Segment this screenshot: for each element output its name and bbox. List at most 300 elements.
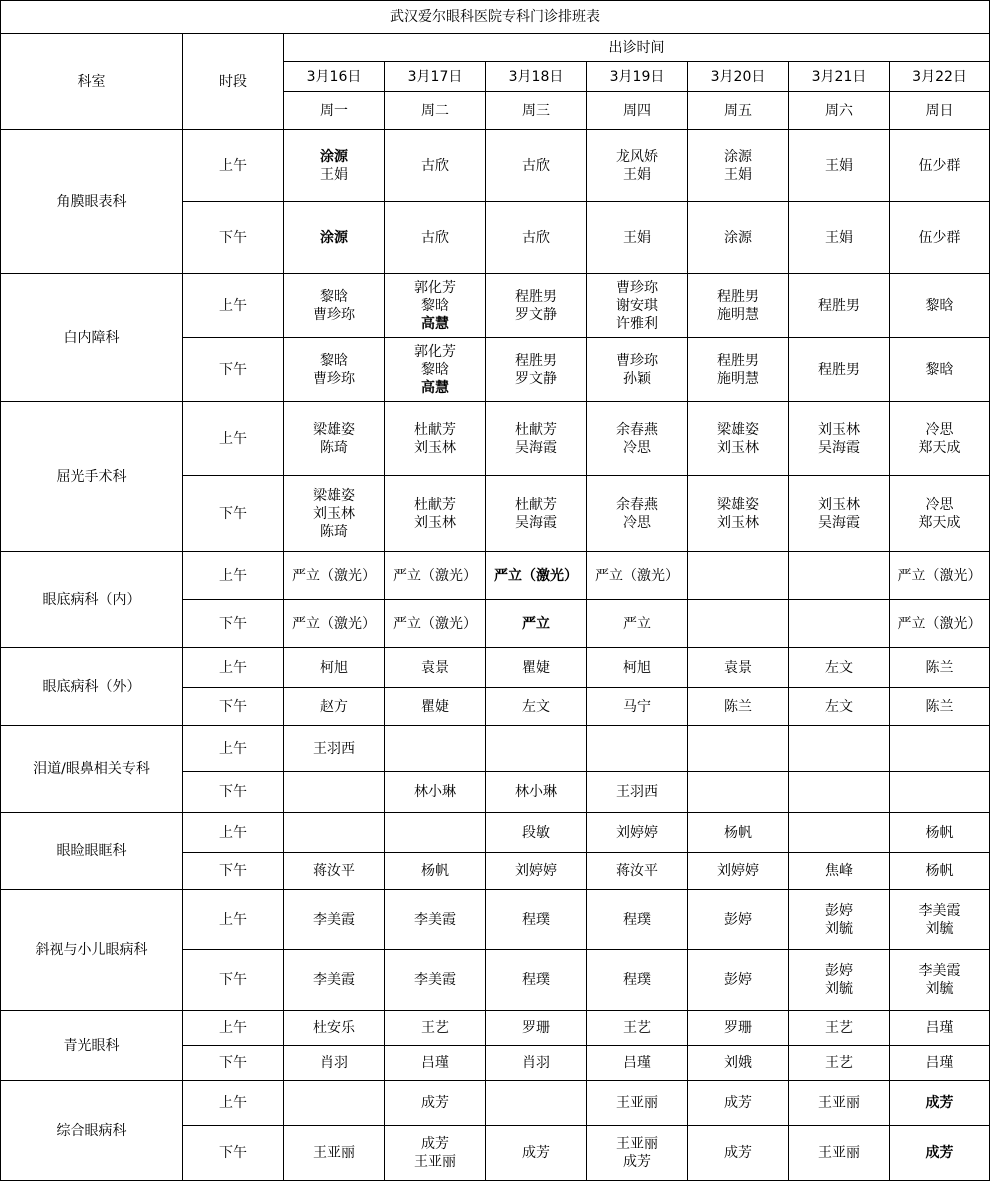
doctor-cell xyxy=(385,890,486,950)
doctor-name: 王娟 xyxy=(320,166,348,183)
doctor-cell xyxy=(486,890,587,950)
doctor-name: 曹珍珎 xyxy=(616,279,658,296)
period-label: 下午 xyxy=(183,600,284,648)
doctor-name: 彭婷 xyxy=(825,902,853,919)
weekday-header: 周五 xyxy=(688,92,789,130)
doctor-name: 程胜男 xyxy=(717,288,759,305)
doctor-cell xyxy=(486,1011,587,1046)
doctor-name: 左文 xyxy=(522,698,550,715)
period-label: 下午 xyxy=(183,950,284,1011)
doctor-name: 肖羽 xyxy=(320,1055,348,1071)
doctor-name: 赵方 xyxy=(320,698,348,715)
doctor-cell xyxy=(385,338,486,402)
doctor-name: 罗文静 xyxy=(515,306,557,323)
doctor-cell xyxy=(385,476,486,552)
doctor-name: 程胜男 xyxy=(515,352,557,369)
doctor-cell xyxy=(789,402,890,476)
doctor-cell xyxy=(486,813,587,853)
doctor-cell xyxy=(789,1011,890,1046)
period-label: 下午 xyxy=(183,476,284,552)
weekday-header: 周二 xyxy=(385,92,486,130)
doctor-name: 瞿婕 xyxy=(522,659,550,676)
doctor-cell xyxy=(587,600,688,648)
doctor-cell xyxy=(587,402,688,476)
doctor-name: 陈兰 xyxy=(724,698,752,715)
period-label: 下午 xyxy=(183,853,284,890)
doctor-name: 古欣 xyxy=(522,157,550,174)
period-label: 上午 xyxy=(183,130,284,202)
doctor-name: 王艺 xyxy=(825,1020,853,1036)
doctor-name: 彭婷 xyxy=(724,972,752,988)
doctor-name: 彭婷 xyxy=(724,911,752,928)
doctor-cell xyxy=(688,950,789,1011)
period-label: 上午 xyxy=(183,1081,284,1126)
doctor-name: 黎晗 xyxy=(320,288,348,305)
doctor-cell xyxy=(284,890,385,950)
doctor-name: 伍少群 xyxy=(918,229,961,246)
doctor-cell xyxy=(587,1046,688,1081)
period-label: 下午 xyxy=(183,338,284,402)
doctor-cell xyxy=(587,552,688,600)
doctor-name: 成芳 xyxy=(522,1145,550,1161)
doctor-name: 谢安琪 xyxy=(616,297,658,314)
doctor-cell xyxy=(688,476,789,552)
date-header: 3月18日 xyxy=(486,62,587,92)
doctor-cell xyxy=(486,688,587,726)
doctor-name: 梁雄姿 xyxy=(313,421,355,438)
period-label: 下午 xyxy=(183,202,284,274)
period-label: 上午 xyxy=(183,890,284,950)
doctor-name: 涂源 xyxy=(724,229,752,246)
doctor-cell xyxy=(284,688,385,726)
table-row xyxy=(1,274,990,338)
doctor-cell xyxy=(890,274,990,338)
doctor-name: 杨帆 xyxy=(925,824,954,841)
doctor-cell xyxy=(890,1126,990,1181)
doctor-name: 陈兰 xyxy=(925,698,954,715)
doctor-cell xyxy=(385,950,486,1011)
doctor-cell xyxy=(587,1126,688,1181)
doctor-cell xyxy=(385,600,486,648)
doctor-name: 王娟 xyxy=(724,166,752,183)
doctor-cell xyxy=(789,202,890,274)
doctor-cell xyxy=(587,1081,688,1126)
doctor-name: 程胜男 xyxy=(515,288,557,305)
doctor-cell xyxy=(789,648,890,688)
doctor-name: 刘玉林 xyxy=(717,514,759,531)
doctor-name: 郑天成 xyxy=(918,439,961,456)
doctor-cell xyxy=(789,853,890,890)
doctor-cell xyxy=(385,402,486,476)
doctor-name: 冷思 xyxy=(623,514,651,531)
doctor-name: 高慧 xyxy=(421,379,449,396)
doctor-name: 陈琦 xyxy=(320,523,348,540)
doctor-name: 程璞 xyxy=(623,972,651,988)
doctor-cell xyxy=(789,688,890,726)
doctor-cell xyxy=(688,813,789,853)
doctor-cell xyxy=(486,338,587,402)
doctor-cell xyxy=(486,274,587,338)
department-name: 泪道/眼鼻相关专科 xyxy=(1,726,183,813)
doctor-cell xyxy=(284,1011,385,1046)
doctor-name: 施明慧 xyxy=(717,370,759,387)
doctor-name: 肖羽 xyxy=(522,1055,550,1071)
doctor-name: 李美霞 xyxy=(313,972,355,988)
doctor-name: 袁景 xyxy=(724,659,752,676)
doctor-cell xyxy=(486,950,587,1011)
doctor-name: 冷思 xyxy=(925,421,954,438)
doctor-name: 段敏 xyxy=(522,824,550,841)
doctor-cell xyxy=(486,1046,587,1081)
doctor-cell xyxy=(284,476,385,552)
doctor-name: 杨帆 xyxy=(925,863,954,879)
doctor-cell xyxy=(587,202,688,274)
doctor-name: 黎晗 xyxy=(320,352,348,369)
doctor-name: 王艺 xyxy=(623,1020,651,1036)
doctor-cell xyxy=(587,1011,688,1046)
doctor-name: 涂源 xyxy=(320,148,348,165)
doctor-name: 马宁 xyxy=(623,698,651,715)
doctor-cell xyxy=(486,648,587,688)
table-row xyxy=(1,726,990,772)
doctor-name: 高慧 xyxy=(421,315,449,332)
doctor-cell xyxy=(890,338,990,402)
doctor-cell xyxy=(688,552,789,600)
doctor-cell xyxy=(284,853,385,890)
doctor-name: 吴海霞 xyxy=(515,514,557,531)
doctor-cell xyxy=(486,600,587,648)
doctor-name: 严立（激光） xyxy=(897,615,982,632)
weekday-header: 周四 xyxy=(587,92,688,130)
doctor-cell xyxy=(385,772,486,813)
date-header: 3月19日 xyxy=(587,62,688,92)
doctor-cell xyxy=(284,772,385,813)
doctor-cell xyxy=(890,772,990,813)
doctor-name: 蒋汝平 xyxy=(313,863,355,879)
doctor-cell xyxy=(486,476,587,552)
date-header: 3月22日 xyxy=(890,62,990,92)
doctor-name: 古欣 xyxy=(522,229,550,246)
doctor-cell xyxy=(284,274,385,338)
doctor-name: 成芳 xyxy=(925,1145,954,1161)
doctor-name: 郭化芳 xyxy=(414,343,456,360)
table-title: 武汉爱尔眼科医院专科门诊排班表 xyxy=(1,1,990,34)
doctor-name: 李美霞 xyxy=(918,963,961,979)
doctor-cell xyxy=(688,772,789,813)
doctor-cell xyxy=(385,1081,486,1126)
doctor-name: 刘毓 xyxy=(925,920,954,937)
doctor-cell xyxy=(890,552,990,600)
doctor-name: 郭化芳 xyxy=(414,279,456,296)
doctor-cell xyxy=(486,202,587,274)
period-label: 上午 xyxy=(183,402,284,476)
doctor-name: 罗文静 xyxy=(515,370,557,387)
doctor-cell xyxy=(486,130,587,202)
doctor-cell xyxy=(789,338,890,402)
doctor-cell xyxy=(587,772,688,813)
doctor-cell xyxy=(385,130,486,202)
doctor-cell xyxy=(284,726,385,772)
doctor-name: 王亚丽 xyxy=(818,1095,860,1111)
doctor-name: 吕瑾 xyxy=(623,1055,651,1071)
doctor-cell xyxy=(284,1046,385,1081)
date-header: 3月21日 xyxy=(789,62,890,92)
doctor-cell xyxy=(486,726,587,772)
doctor-name: 王娟 xyxy=(825,157,853,174)
doctor-name: 余春燕 xyxy=(616,496,658,513)
department-name: 屈光手术科 xyxy=(1,402,183,552)
doctor-name: 严立（激光） xyxy=(494,567,578,584)
doctor-name: 刘毓 xyxy=(825,920,853,937)
doctor-cell xyxy=(890,600,990,648)
doctor-name: 杜献芳 xyxy=(414,496,456,513)
doctor-name: 李美霞 xyxy=(414,911,456,928)
doctor-cell xyxy=(890,726,990,772)
doctor-cell xyxy=(789,552,890,600)
doctor-cell xyxy=(587,274,688,338)
doctor-cell xyxy=(890,202,990,274)
doctor-cell xyxy=(688,130,789,202)
doctor-name: 孙颖 xyxy=(623,370,651,387)
doctor-name: 王艺 xyxy=(421,1020,449,1036)
doctor-name: 刘毓 xyxy=(925,981,954,997)
doctor-name: 程胜男 xyxy=(818,361,860,378)
doctor-name: 刘玉林 xyxy=(818,496,860,513)
doctor-cell xyxy=(385,552,486,600)
period-label: 上午 xyxy=(183,813,284,853)
doctor-cell xyxy=(587,950,688,1011)
weekday-header: 周六 xyxy=(789,92,890,130)
doctor-name: 罗珊 xyxy=(724,1020,752,1036)
doctor-cell xyxy=(284,552,385,600)
doctor-name: 梁雄姿 xyxy=(717,496,759,513)
doctor-name: 刘玉林 xyxy=(414,514,456,531)
doctor-cell xyxy=(688,1046,789,1081)
doctor-name: 曹珍珎 xyxy=(616,352,658,369)
doctor-name: 柯旭 xyxy=(623,659,651,676)
period-label: 下午 xyxy=(183,1046,284,1081)
doctor-cell xyxy=(385,1011,486,1046)
doctor-cell xyxy=(284,1126,385,1181)
doctor-name: 施明慧 xyxy=(717,306,759,323)
doctor-name: 龙风娇 xyxy=(616,148,658,165)
doctor-name: 陈琦 xyxy=(320,439,348,456)
doctor-name: 左文 xyxy=(825,698,853,715)
department-name: 白内障科 xyxy=(1,274,183,402)
doctor-name: 成芳 xyxy=(925,1095,954,1111)
doctor-name: 冷思 xyxy=(925,496,954,513)
doctor-cell xyxy=(688,853,789,890)
doctor-name: 王亚丽 xyxy=(616,1095,658,1111)
doctor-name: 刘婷婷 xyxy=(515,863,557,879)
doctor-name: 程璞 xyxy=(522,972,550,988)
doctor-cell xyxy=(789,772,890,813)
doctor-name: 严立（激光） xyxy=(595,567,679,584)
doctor-name: 曹珍珎 xyxy=(313,306,355,323)
doctor-name: 李美霞 xyxy=(918,902,961,919)
doctor-cell xyxy=(284,813,385,853)
doctor-name: 伍少群 xyxy=(918,157,961,174)
doctor-name: 严立（激光） xyxy=(292,567,376,584)
doctor-cell xyxy=(284,402,385,476)
doctor-cell xyxy=(385,1046,486,1081)
doctor-cell xyxy=(587,813,688,853)
doctor-name: 吕瑾 xyxy=(421,1055,449,1071)
doctor-cell xyxy=(789,726,890,772)
doctor-name: 成芳 xyxy=(421,1095,449,1111)
doctor-cell xyxy=(789,130,890,202)
doctor-name: 郑天成 xyxy=(918,514,961,531)
doctor-name: 瞿婕 xyxy=(421,698,449,715)
doctor-cell xyxy=(890,476,990,552)
period-label: 上午 xyxy=(183,552,284,600)
department-name: 青光眼科 xyxy=(1,1011,183,1081)
period-label: 上午 xyxy=(183,274,284,338)
doctor-cell xyxy=(587,648,688,688)
doctor-name: 左文 xyxy=(825,659,853,676)
time-header: 出诊时间 xyxy=(284,34,990,62)
doctor-name: 黎晗 xyxy=(421,361,449,378)
doctor-cell xyxy=(587,688,688,726)
doctor-name: 严立 xyxy=(522,615,550,632)
doctor-name: 曹珍珎 xyxy=(313,370,355,387)
doctor-cell xyxy=(486,772,587,813)
doctor-cell xyxy=(587,890,688,950)
doctor-name: 王羽西 xyxy=(313,740,355,757)
table-row xyxy=(1,130,990,202)
doctor-name: 林小琳 xyxy=(414,784,456,800)
doctor-name: 李美霞 xyxy=(414,972,456,988)
table-row xyxy=(1,813,990,853)
doctor-cell xyxy=(385,648,486,688)
period-label: 上午 xyxy=(183,648,284,688)
doctor-cell xyxy=(890,1011,990,1046)
doctor-cell xyxy=(688,402,789,476)
doctor-cell xyxy=(284,1081,385,1126)
doctor-name: 吴海霞 xyxy=(818,514,860,531)
doctor-cell xyxy=(587,726,688,772)
doctor-name: 王娟 xyxy=(623,166,651,183)
weekday-header: 周日 xyxy=(890,92,990,130)
doctor-name: 程胜男 xyxy=(717,352,759,369)
doctor-name: 吴海霞 xyxy=(515,439,557,456)
period-label: 上午 xyxy=(183,1011,284,1046)
doctor-name: 成芳 xyxy=(724,1145,752,1161)
doctor-name: 黎晗 xyxy=(925,297,954,314)
department-name: 综合眼病科 xyxy=(1,1081,183,1181)
doctor-name: 陈兰 xyxy=(925,659,954,676)
doctor-name: 程胜男 xyxy=(818,297,860,314)
doctor-name: 黎晗 xyxy=(925,361,954,378)
doctor-cell xyxy=(789,950,890,1011)
date-header: 3月16日 xyxy=(284,62,385,92)
doctor-cell xyxy=(688,1011,789,1046)
doctor-cell xyxy=(890,853,990,890)
doctor-name: 严立（激光） xyxy=(393,567,477,584)
doctor-name: 严立 xyxy=(623,615,651,632)
doctor-name: 王羽西 xyxy=(616,784,658,800)
department-name: 眼底病科（内） xyxy=(1,552,183,648)
doctor-name: 王亚丽 xyxy=(818,1145,860,1161)
doctor-cell xyxy=(688,338,789,402)
doctor-name: 林小琳 xyxy=(515,784,557,800)
doctor-cell xyxy=(486,853,587,890)
doctor-cell xyxy=(789,476,890,552)
schedule-body xyxy=(1,130,990,1181)
doctor-name: 成芳 xyxy=(421,1136,449,1152)
doctor-name: 涂源 xyxy=(320,229,348,246)
doctor-name: 程璞 xyxy=(522,911,550,928)
doctor-cell xyxy=(284,950,385,1011)
doctor-name: 许雅利 xyxy=(616,315,658,332)
department-name: 角膜眼表科 xyxy=(1,130,183,274)
doctor-cell xyxy=(890,813,990,853)
doctor-cell xyxy=(890,130,990,202)
doctor-cell xyxy=(385,202,486,274)
doctor-name: 梁雄姿 xyxy=(717,421,759,438)
doctor-cell xyxy=(284,338,385,402)
doctor-cell xyxy=(890,1081,990,1126)
doctor-cell xyxy=(789,813,890,853)
doctor-name: 古欣 xyxy=(421,157,449,174)
doctor-cell xyxy=(385,853,486,890)
doctor-cell xyxy=(688,890,789,950)
doctor-name: 王娟 xyxy=(825,229,853,246)
doctor-name: 焦峰 xyxy=(825,863,853,879)
doctor-name: 刘玉林 xyxy=(717,439,759,456)
doctor-name: 成芳 xyxy=(623,1154,651,1170)
doctor-cell xyxy=(587,130,688,202)
doctor-name: 吕瑾 xyxy=(925,1055,954,1071)
doctor-cell xyxy=(284,202,385,274)
doctor-name: 黎晗 xyxy=(421,297,449,314)
doctor-name: 程璞 xyxy=(623,911,651,928)
table-row xyxy=(1,1081,990,1126)
doctor-cell xyxy=(890,1046,990,1081)
doctor-name: 杜献芳 xyxy=(515,496,557,513)
department-name: 眼睑眼眶科 xyxy=(1,813,183,890)
doctor-cell xyxy=(789,274,890,338)
doctor-cell xyxy=(385,726,486,772)
doctor-name: 严立（激光） xyxy=(897,567,982,584)
doctor-name: 袁景 xyxy=(421,659,449,676)
doctor-cell xyxy=(890,648,990,688)
doctor-cell xyxy=(284,600,385,648)
doctor-name: 杨帆 xyxy=(724,824,752,841)
doctor-cell xyxy=(385,274,486,338)
doctor-cell xyxy=(688,648,789,688)
doctor-name: 蒋汝平 xyxy=(616,863,658,879)
doctor-cell xyxy=(385,1126,486,1181)
date-header: 3月17日 xyxy=(385,62,486,92)
doctor-cell xyxy=(688,202,789,274)
doctor-name: 严立（激光） xyxy=(393,615,477,632)
doctor-name: 刘玉林 xyxy=(414,439,456,456)
weekday-header: 周三 xyxy=(486,92,587,130)
doctor-cell xyxy=(688,688,789,726)
table-row xyxy=(1,1011,990,1046)
period-header: 时段 xyxy=(183,34,284,130)
table-row xyxy=(1,890,990,950)
doctor-name: 刘婷婷 xyxy=(616,824,658,841)
doctor-name: 吕瑾 xyxy=(925,1020,954,1036)
doctor-name: 杨帆 xyxy=(421,863,449,879)
department-name: 眼底病科（外） xyxy=(1,648,183,726)
period-label: 下午 xyxy=(183,772,284,813)
doctor-name: 冷思 xyxy=(623,439,651,456)
doctor-cell xyxy=(486,552,587,600)
doctor-cell xyxy=(385,688,486,726)
